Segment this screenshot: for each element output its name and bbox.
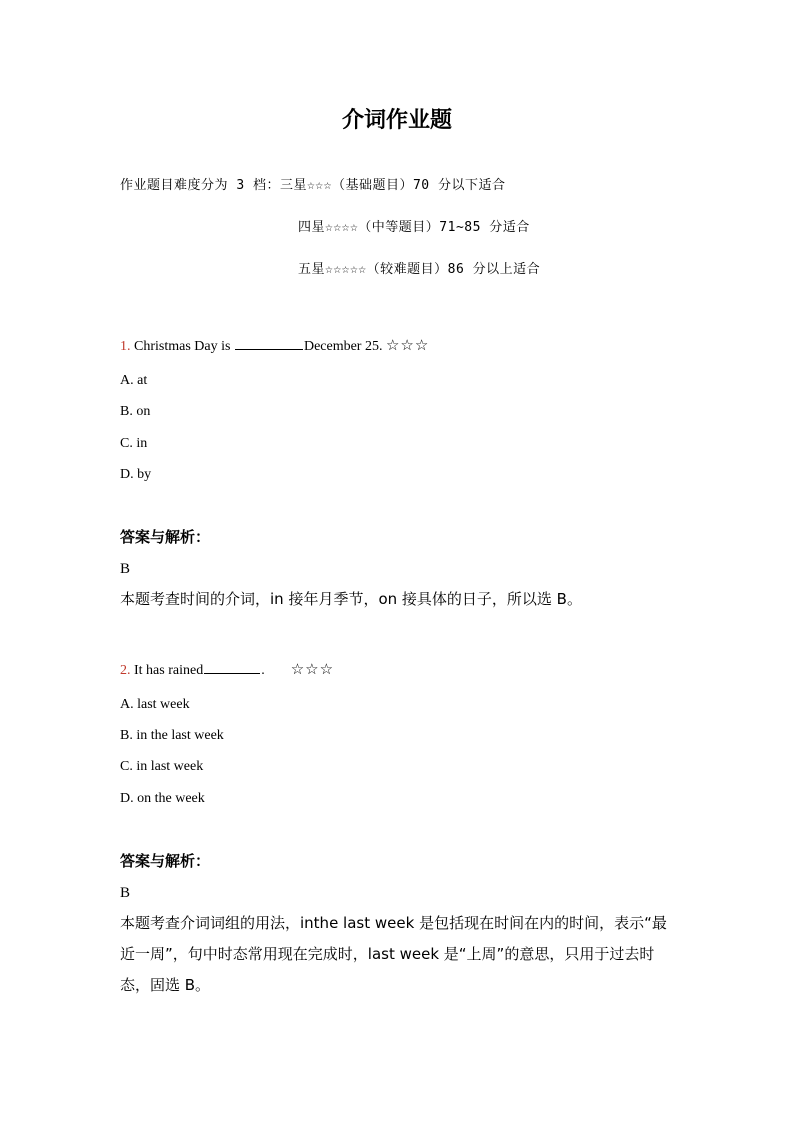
question-text-before: Christmas Day is [130, 339, 234, 354]
question-number: 1. [120, 339, 131, 354]
question-number: 2. [120, 663, 131, 678]
option-d: D. by [120, 467, 152, 482]
option-a: A. at [120, 373, 148, 388]
difficulty-line-3: 五星☆☆☆☆☆（较难题目）86 分以上适合 [298, 262, 541, 277]
answer-explanation: 本题考查介词词组的用法，inthe last week 是包括现在时间在内的时间，表示“最近一周”，句中时态常用现在完成时，last week 是“上周”的意思，只用于过去时态，固选 B。 [120, 914, 667, 994]
option-d: D. on the week [120, 791, 205, 806]
page-title: 介词作业题 [341, 108, 452, 133]
difficulty-stars: ☆☆☆ [290, 660, 335, 678]
option-c: C. in [120, 436, 148, 451]
answer-blank [204, 659, 260, 674]
option-c: C. in last week [120, 759, 204, 774]
question-text-after: . [261, 663, 265, 678]
question-text-before: It has rained [130, 663, 204, 678]
answer-explanation: 本题考查时间的介词，in 接年月季节，on 接具体的日子，所以选 B。 [120, 590, 582, 608]
option-a: A. last week [120, 697, 190, 712]
answer-blank [235, 335, 303, 350]
difficulty-stars: ☆☆☆ [385, 336, 430, 354]
difficulty-line-1: 作业题目难度分为 3 档：三星☆☆☆（基础题目）70 分以下适合 [120, 178, 506, 193]
answer-heading: 答案与解析： [120, 528, 211, 546]
answer-value: B [120, 561, 131, 577]
answer-heading: 答案与解析： [120, 852, 211, 870]
option-b: B. on [120, 404, 151, 419]
option-b: B. in the last week [120, 728, 224, 743]
question-text-after: December 25. [303, 339, 386, 354]
question-1 [120, 335, 429, 357]
difficulty-line-2: 四星☆☆☆☆（中等题目）71~85 分适合 [298, 220, 530, 235]
question-2 [120, 659, 334, 681]
answer-value: B [120, 885, 131, 901]
